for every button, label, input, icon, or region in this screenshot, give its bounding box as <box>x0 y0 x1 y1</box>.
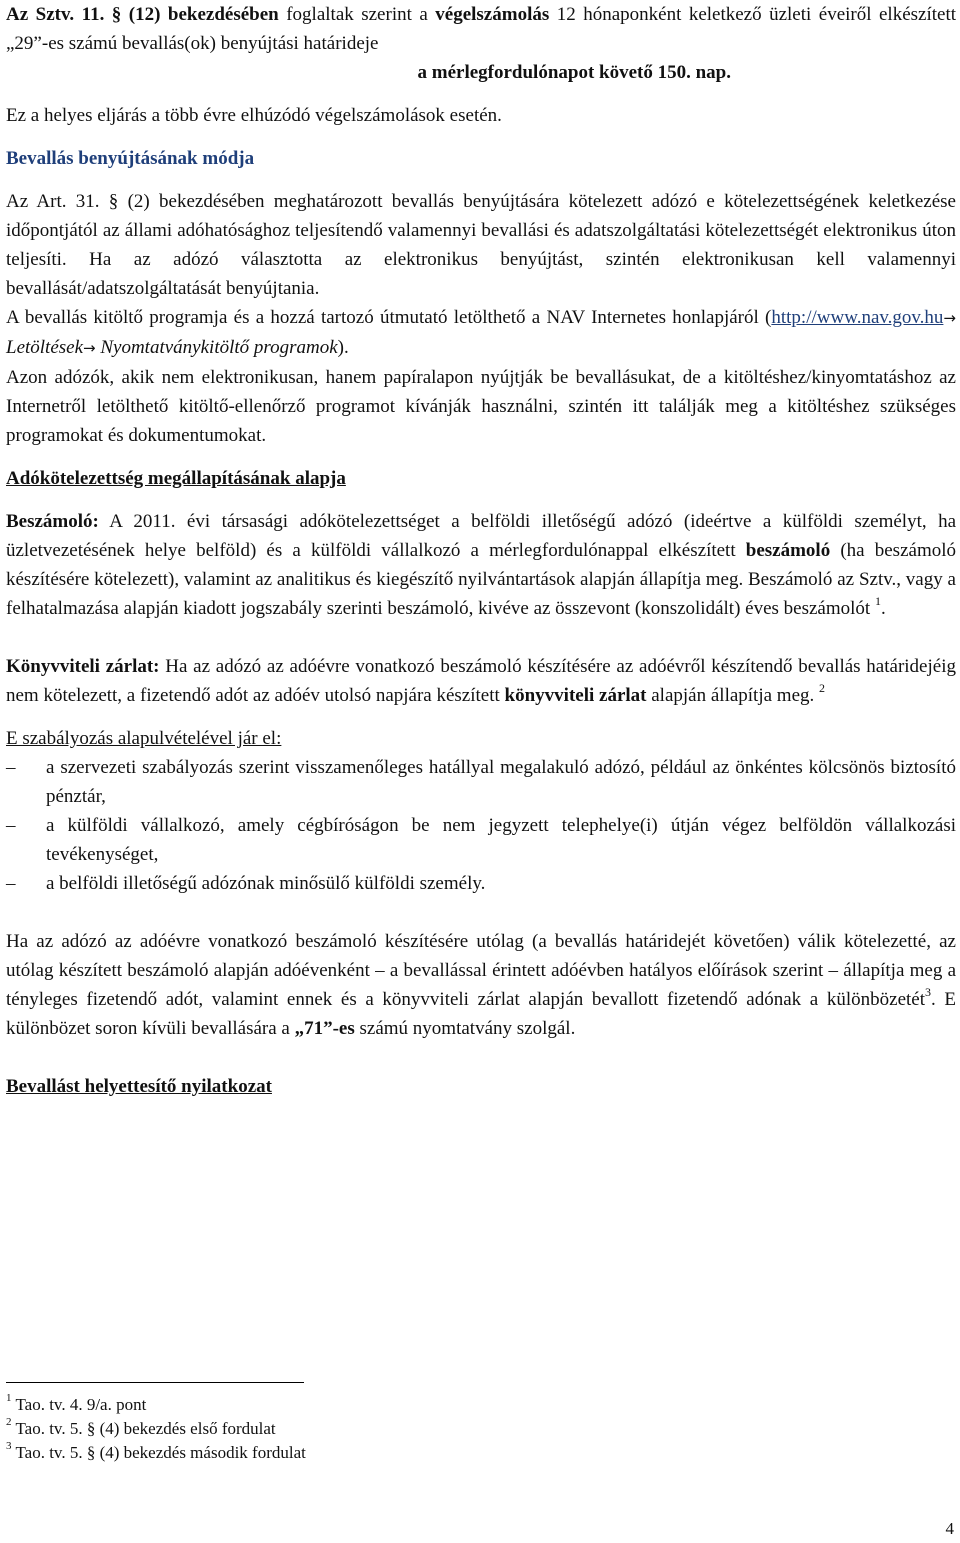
footnote-text: Tao. tv. 5. § (4) bekezdés első fordulat <box>15 1419 276 1438</box>
paragraph-konyvviteli-zarlat <box>6 652 956 710</box>
footnote-number: 2 <box>6 1416 12 1429</box>
heading-submission-method: Bevallás benyújtásának módja <box>6 148 255 169</box>
legal-reference: Az Sztv. 11. § (12) bekezdésében <box>6 4 279 25</box>
paragraph-vegelszamolas <box>6 0 956 58</box>
text-run: 12 hónaponként keletkező üzleti éveiről elkészített „29”-es számú bevallás(ok) benyújtási határideje <box>6 4 957 54</box>
footnote-number: 3 <box>6 1440 12 1453</box>
dash-bullet: – <box>6 873 16 894</box>
term-konyvviteli-zarlat: Könyvviteli zárlat: <box>6 656 160 677</box>
footnote-text: Tao. tv. 5. § (4) bekezdés második fordulat <box>15 1443 306 1462</box>
applies-to-list <box>6 753 956 898</box>
paragraph-electronic-submission <box>6 187 956 303</box>
list-item-text: a szervezeti szabályozás szerint visszamenőleges hatállyal megalakuló adózó, például az önkéntes kölcsönös biztosító pénztár, <box>46 757 956 807</box>
paragraph-download-info <box>6 303 956 363</box>
page-number: 4 <box>945 1519 954 1538</box>
form-programs-path: Nyomtatványkitöltő programok <box>100 337 338 358</box>
heading-declaration: Bevallást helyettesítő nyilatkozat <box>6 1076 272 1097</box>
text-run: Ha az adózó az adóévre vonatkozó beszámoló készítésére utólag (a bevallás határidejét követően) válik kötelezetté, az utólag készített beszámoló alapján adóévenként – a bevallással érintett adóévben hatályos előírások szerint – állapítja meg a tényleges fizetendő adót, valamint ennek és a könyvviteli zárlat alapján bevallott fizetendő adónak a különbözetét <box>6 931 956 1010</box>
footnote-3 <box>6 1441 306 1465</box>
text-run: számú nyomtatvány szolgál. <box>354 1018 576 1039</box>
text-run: Az Art. 31. § (2) bekezdésében meghatározott bevallás benyújtására kötelezett adózó e kötelezettségének keletkezése időpontjától az állami adóhatósághoz teljesítendő valamennyi bevallási és adatszolgáltatási kötelezettségét elektronikus úton teljesíti. <box>6 191 956 270</box>
paragraph-beszamolo <box>6 507 956 623</box>
dash-bullet: – <box>6 757 16 778</box>
downloads-path: Letöltések <box>6 337 84 358</box>
footnote-text: Tao. tv. 4. 9/a. pont <box>15 1395 147 1414</box>
footnote-ref-3[interactable]: 3 <box>925 984 932 999</box>
paragraph-correct-procedure: Ez a helyes eljárás a több évre elhúzódó végelszámolások esetén. <box>6 105 502 126</box>
form-number-71: „71”-es <box>294 1018 355 1039</box>
paragraph-paper-submission: Azon adózók, akik nem elektronikusan, hanem papíralapon nyújtják be bevallásukat, de a kitöltéshez/kinyomtatáshoz az Internetről letölthető kitöltő-ellenőrző programot kívánják használni, szintén itt találják meg a kitöltéshez szükséges programokat és dokumentumokat. <box>6 367 956 446</box>
text-run: A bevallás kitöltő programja és a hozzá tartozó útmutató letölthető a NAV Internetes honlapjáról ( <box>6 307 772 328</box>
term-beszamolo: Beszámoló: <box>6 511 99 532</box>
text-run: Ha az adózó választotta az elektronikus benyújtást, szintén elektronikusan kell valamennyi bevallását/adatszolgáltatását benyújtania. <box>6 249 956 299</box>
heading-tax-basis: Adókötelezettség megállapításának alapja <box>6 468 346 489</box>
footnotes <box>6 1393 306 1465</box>
text-run: . <box>880 598 886 619</box>
text-run: (ha beszámoló készítésére kötelezett), valamint az analitikus és kiegészítő nyilvántartások alapján állapítja meg. Beszámoló az Sztv., vagy a felhatalmazása alapján kiadott jogszabály szerinti beszámoló, kivéve az összevont (konszolidált) éves beszámolót <box>6 540 957 619</box>
arrow-right-icon: → <box>83 339 96 357</box>
text-run: . E különbözet soron kívüli bevallására a <box>6 989 957 1039</box>
footnote-number: 1 <box>6 1392 12 1405</box>
list-item <box>6 753 956 811</box>
dash-bullet: – <box>6 815 16 836</box>
list-item-text: a külföldi vállalkozó, amely cégbíróságon be nem jegyzett telephelye(i) útján végez belföldön vállalkozási tevékenységet, <box>46 815 956 865</box>
arrow-right-icon: → <box>943 309 956 327</box>
nav-website-link[interactable]: http://www.nav.gov.hu <box>771 307 944 328</box>
footnote-separator <box>6 1382 304 1383</box>
text-run: ). <box>337 337 349 358</box>
term-vegelszamolas: végelszámolás <box>435 4 550 25</box>
text-run: alapján állapítja meg. <box>646 685 815 706</box>
paragraph-applies-to: E szabályozás alapulvételével jár el: <box>6 728 282 749</box>
text-run: foglaltak szerint a <box>278 4 436 25</box>
list-item <box>6 869 956 898</box>
footnote-2 <box>6 1417 306 1441</box>
deadline-line: a mérlegfordulónapot követő 150. nap. <box>417 62 731 83</box>
footnote-1 <box>6 1393 306 1417</box>
term-beszamolo-inline: beszámoló <box>745 540 831 561</box>
footnote-ref-2[interactable]: 2 <box>819 680 826 695</box>
list-item-text: a belföldi illetőségű adózónak minősülő külföldi személy. <box>46 873 486 894</box>
text-run: Ha az adózó az adóévre vonatkozó beszámoló készítésére az adóévről készítendő bevallás határidejéig nem kötelezett, a fizetendő adót az adóév utolsó napjára készített <box>6 656 956 706</box>
footnote-ref-1[interactable]: 1 <box>874 593 881 608</box>
text-run: A 2011. évi társasági adókötelezettséget a belföldi illetőségű adózó (ideértve a külföldi személyt, ha üzletvezetésének helye belföld) és a külföldi vállalkozó a mérlegfordulónappal elkészített <box>6 511 956 561</box>
paragraph-late-obligation <box>6 927 956 1043</box>
term-konyvviteli-zarlat-inline: könyvviteli zárlat <box>504 685 647 706</box>
document-page <box>6 0 956 1537</box>
list-item <box>6 811 956 869</box>
